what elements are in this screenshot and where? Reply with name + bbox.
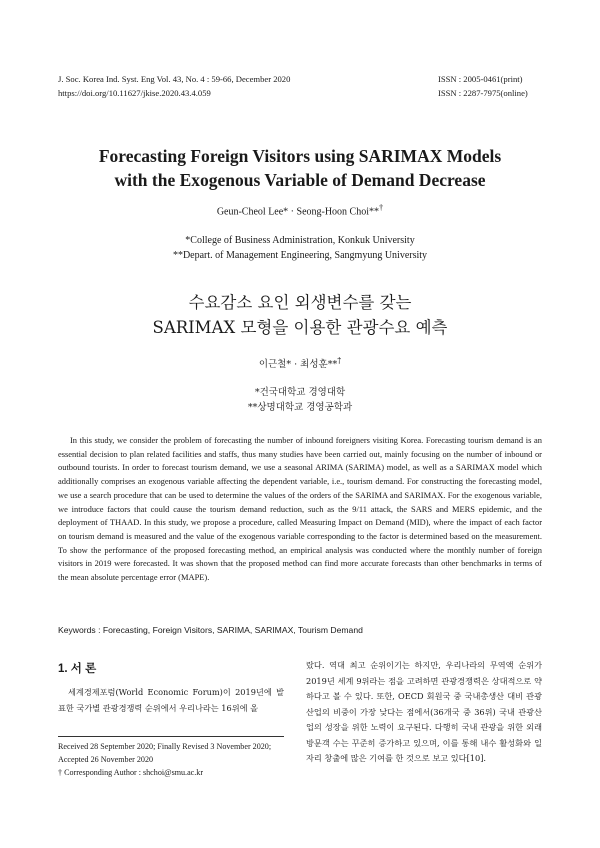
keywords bbox=[58, 625, 542, 635]
received-date: Received 28 September 2020; Finally Revised 3 November 2020; bbox=[58, 742, 272, 751]
issn-online: ISSN : 2287-7975(online) bbox=[438, 88, 528, 98]
affiliation-2: **Depart. of Management Engineering, Sangmyung University bbox=[172, 250, 428, 261]
accepted-date: Accepted 26 November 2020 bbox=[58, 754, 154, 764]
journal-citation: J. Soc. Korea Ind. Syst. Eng Vol. 43, No. 4 : 59-66, December 2020 bbox=[58, 74, 291, 84]
affiliation-1: *College of Business Administration, Konkuk University bbox=[185, 235, 415, 246]
abstract: In this study, we consider the problem of forecasting the number of inbound foreigners visiting Korea. Forecasting tourism demand is an essential decision to plan related facilities and staffs, thus many studies have been carried out, mainly focusing on the number of inbound or outbound tourists. In order to forecast tourism demand, we use a seasonal ARIMA (SARIMA) model, as well as a SARIMAX model which additionally comprises an exogenous variable affecting the dependent variable, i.e., tourism demand. For constructing the forecasting model, we use a search procedure that can be used to determine the values of the orders of the SARIMA and SARIMAX. For the exogenous variable, we introduce factors that could cause the tourism demand reduction, such as the 9/11 attack, the SARS and MERS epidemic, and the deployment of THAAD. In this study, we propose a procedure, called Measuring Impact on Demand (MID), where the impact of each factor on tourism demand is measured and the value of the exogenous variable corresponding to the factor is determined based on the measurement. To show the performance of the proposed forecasting method, an empirical analysis was conducted where the monthly number of foreign visitors in 2019 were forecasted. It was shown that the proposed method can find more accurate forecasts than other benchmarks in terms of the mean absolute percentage error (MAPE). bbox=[58, 435, 542, 583]
korean-authors bbox=[40, 356, 560, 370]
korean-corresponding-mark: † bbox=[337, 356, 342, 365]
intro-paragraph-right: 랐다. 역대 최고 순위이기는 하지만, 우리나라의 무역액 순위가 2019년 세계 9위라는 점을 고려하면 관광경쟁력은 상대적으로 약하다고 볼 수 있다. 또한, OECD 회원국 중 국내총생산 대비 관광산업의 비중이 가장 낮다는 점에서(36개국 중 36위) 국내 관광산업의 성장을 위한 노력이 요구된다. 다행히 국내 관광을 위한 외래방문객 수는 꾸준히 증가하고 있으며, 이를 통해 내수 활성화와 일자리 창출에 많은 기여를 한 것으로 보고 있다[10]. bbox=[306, 660, 542, 763]
korean-title bbox=[40, 290, 560, 340]
issn-block bbox=[438, 72, 528, 100]
korean-title-line2: SARIMAX 모형을 이용한 관광수요 예측 bbox=[152, 318, 448, 337]
journal-header bbox=[58, 72, 290, 100]
korean-affiliation-2: **상명대학교 경영공학과 bbox=[247, 402, 353, 413]
korean-author-names: 이근철* · 최성훈** bbox=[258, 359, 338, 371]
issn-print: ISSN : 2005-0461(print) bbox=[438, 74, 523, 84]
korean-affiliation-1: *건국대학교 경영대학 bbox=[254, 387, 346, 398]
english-affiliations bbox=[40, 233, 560, 263]
section-heading: 1. 서 론 bbox=[58, 663, 97, 675]
footnote-divider bbox=[58, 736, 284, 737]
footnotes bbox=[58, 741, 298, 779]
keywords-label: Keywords : bbox=[58, 625, 101, 635]
english-author-names: Geun-Cheol Lee* · Seong-Hoon Choi** bbox=[216, 206, 380, 218]
english-authors bbox=[40, 203, 560, 217]
korean-affiliations bbox=[40, 385, 560, 415]
intro-paragraph-left: 세계경제포럼(World Economic Forum)이 2019년에 발표한 국가별 관광경쟁력 순위에서 우리나라는 16위에 올 bbox=[58, 687, 284, 713]
doi-link[interactable]: https://doi.org/10.11627/jkise.2020.43.4.059 bbox=[58, 88, 211, 98]
english-title-line2: with the Exogenous Variable of Demand Decrease bbox=[114, 170, 486, 190]
korean-title-line1: 수요감소 요인 외생변수를 갖는 bbox=[188, 293, 412, 312]
english-title bbox=[40, 144, 560, 192]
keywords-list: Forecasting, Foreign Visitors, SARIMA, SARIMAX, Tourism Demand bbox=[102, 625, 363, 635]
corresponding-author: † Corresponding Author : shchoi@smu.ac.kr bbox=[58, 767, 204, 777]
corresponding-mark: † bbox=[379, 203, 384, 212]
right-column bbox=[306, 658, 542, 767]
left-column bbox=[58, 660, 284, 716]
english-title-line1: Forecasting Foreign Visitors using SARIMAX Models bbox=[98, 146, 502, 166]
